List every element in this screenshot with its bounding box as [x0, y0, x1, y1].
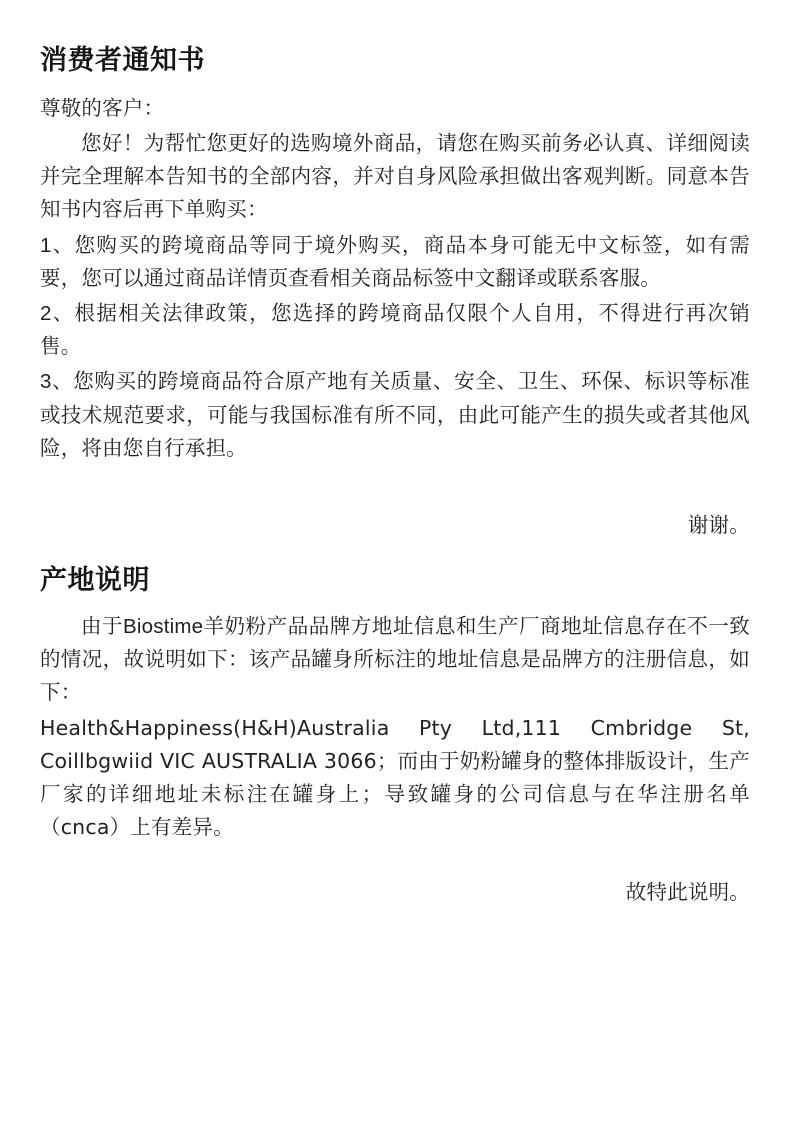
notice-paragraph-3: 2、根据相关法律政策，您选择的跨境商品仅限个人自用，不得进行再次销售。: [40, 301, 750, 359]
section-title-origin: 产地说明: [40, 565, 150, 596]
origin-spacer: [40, 846, 750, 876]
origin-closing: 故特此说明。: [625, 881, 750, 905]
notice-paragraph-4: 3、您购买的跨境商品符合原产地有关质量、安全、卫生、环保、标识等标准或技术规范要求，可能与我国标准有所不同，由此可能产生的损失或者其他风险，将由您自行承担。: [40, 370, 750, 460]
origin-paragraph-1: 由于Biostime羊奶粉产品品牌方地址信息和生产厂商地址信息存在不一致的情况，故说明如下：该产品罐身所标注的地址信息是品牌方的注册信息，如下：: [40, 614, 750, 705]
page-title: 消费者通知书: [40, 45, 205, 75]
origin-paragraph-2: Health&Happiness(H&H)Australia Pty Ltd,111 Cmbridge St, Coillbgwiid VIC AUSTRALIA 3066；而由于奶粉罐身的整体排版设计，生产厂家的详细地址未标注在罐身上；导致罐身的公司信息与在华注册名单（cnca）上有差异。: [40, 715, 750, 840]
notice-paragraph-1: 您好！为帮忙您更好的选购境外商品，请您在购买前务必认真、详细阅读并完全理解本告知书的全部内容，并对自身风险承担做出客观判断。同意本告知书内容后再下单购买：: [40, 131, 750, 222]
notice-spacer: [40, 467, 750, 509]
notice-paragraph-2: 1、您购买的跨境商品等同于境外购买，商品本身可能无中文标签，如有需要，您可以通过商品详情页查看相关商品标签中文翻译或联系客服。: [40, 233, 750, 290]
notice-closing: 谢谢。: [687, 513, 750, 537]
notice-salutation: 尊敬的客户：: [40, 96, 165, 120]
